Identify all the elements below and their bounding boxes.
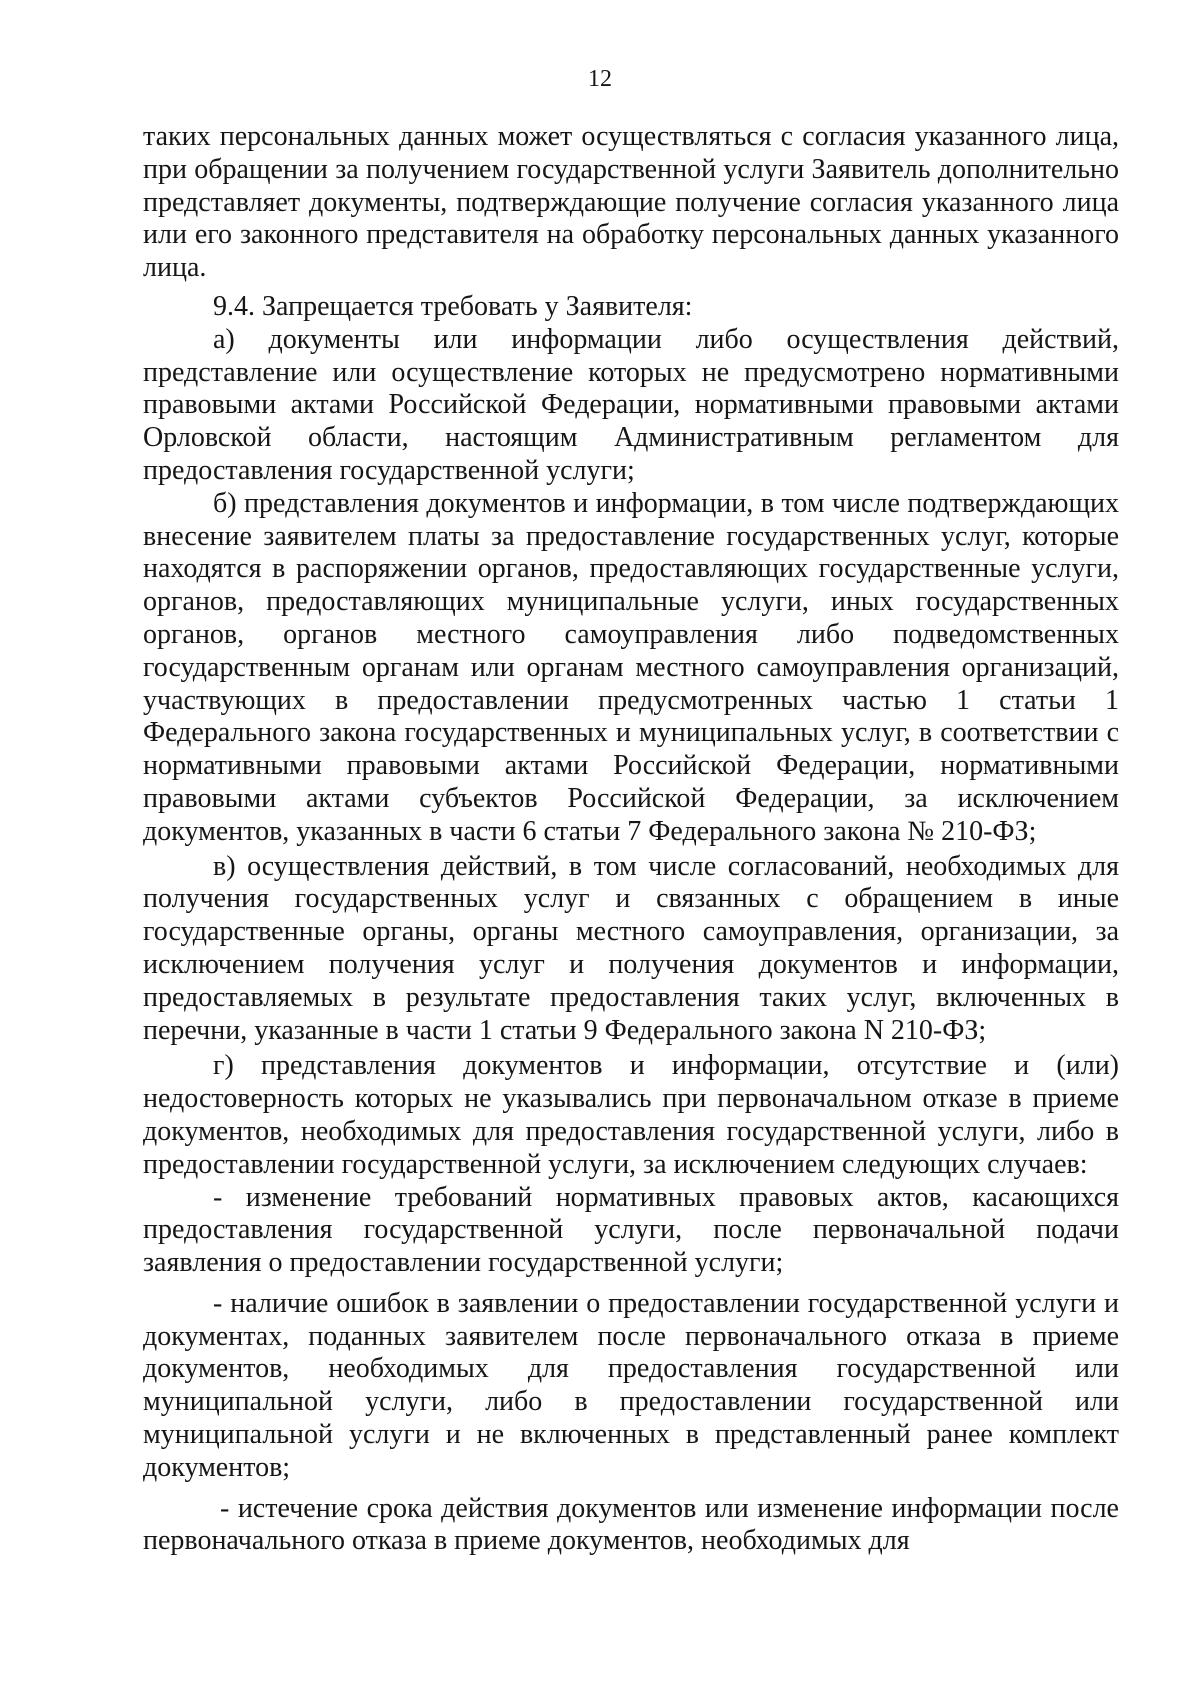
- page-number: 12: [588, 66, 612, 92]
- paragraph-dash-2: - наличие ошибок в заявлении о предоставлении государственной услуги и документах, поданных заявителем после первоначального отказа в приеме документов, необходимых для предоставления государственной или муниципальной услуги, либо в предоставлении государственной или муниципальной услуги и не включенных в представленный ранее комплект документов;: [143, 1287, 1119, 1483]
- paragraph-continuation: таких персональных данных может осуществляться с согласия указанного лица, при обращении за получением государственной услуги Заявитель дополнительно представляет документы, подтверждающие получение согласия указанного лица или его законного представителя на обработку персональных данных указанного лица.: [143, 121, 1119, 284]
- paragraph-item-g: г) представления документов и информации, отсутствие и (или) недостоверность которых не указывались при первоначальном отказе в приеме документов, необходимых для предоставления государственной услуги, либо в предоставлении государственной услуги, за исключением следующих случаев:: [143, 1050, 1119, 1180]
- document-body: [143, 121, 1119, 1558]
- paragraph-item-a: а) документы или информации либо осуществления действий, представление или осуществление которых не предусмотрено нормативными правовыми актами Российской Федерации, нормативными правовыми актами Орловской области, настоящим Административным регламентом для предоставления государственной услуги;: [143, 323, 1119, 486]
- paragraph-9-4-heading: 9.4. Запрещается требовать у Заявителя:: [213, 290, 693, 322]
- paragraph-item-b: б) представления документов и информации, в том числе подтверждающих внесение заявителем платы за предоставление государственных услуг, которые находятся в распоряжении органов, предоставляющих государственные услуги, органов, предоставляющих муниципальные услуги, иных государственных органов, органов местного самоуправления либо подведомственных государственным органам или органам местного самоуправления организаций, участвующих в предоставлении предусмотренных частью 1 статьи 1 Федерального закона государственных и муниципальных услуг, в соответствии с нормативными правовыми актами Российской Федерации, нормативными правовыми актами субъектов Российской Федерации, за исключением документов, указанных в части 6 статьи 7 Федерального закона № 210-ФЗ;: [143, 487, 1119, 847]
- paragraph-dash-3: - истечение срока действия документов или изменение информации после первоначального отказа в приеме документов, необходимых для: [143, 1492, 1119, 1557]
- paragraph-item-v: в) осуществления действий, в том числе согласований, необходимых для получения государственных услуг и связанных с обращением в иные государственные органы, органы местного самоуправления, организации, за исключением получения услуг и получения документов и информации, предоставляемых в результате предоставления таких услуг, включенных в перечни, указанные в части 1 статьи 9 Федерального закона N 210-ФЗ;: [143, 850, 1119, 1046]
- paragraph-dash-1: - изменение требований нормативных правовых актов, касающихся предоставления государственной услуги, после первоначальной подачи заявления о предоставлении государственной услуги;: [143, 1181, 1119, 1279]
